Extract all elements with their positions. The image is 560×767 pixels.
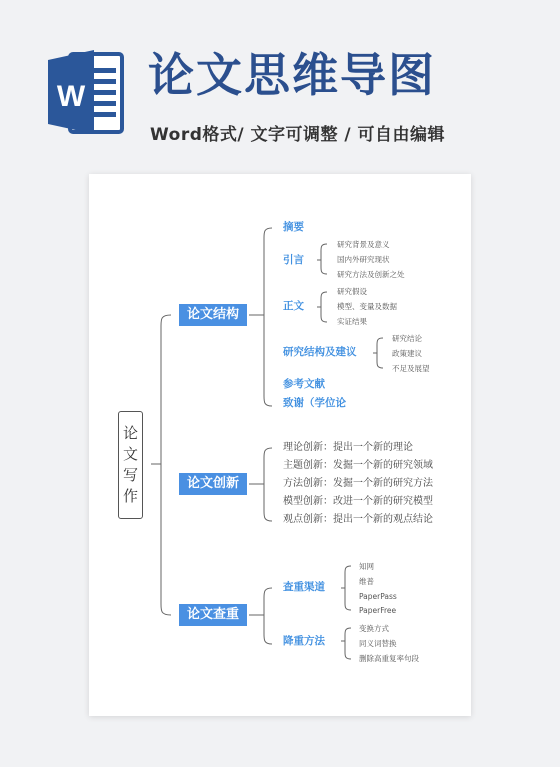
structure-item-body: 正文 bbox=[283, 300, 304, 312]
method-item: 同义词替换 bbox=[359, 639, 397, 648]
branch-duplicate-check: 论文查重 bbox=[179, 604, 247, 626]
innovation-item: 理论创新：提出一个新的理论 bbox=[283, 442, 413, 453]
structure-bracket bbox=[264, 228, 272, 406]
intro-child: 国内外研究现状 bbox=[337, 255, 390, 264]
structure-item-conclusions: 研究结构及建议 bbox=[283, 346, 357, 358]
mindmap-document bbox=[89, 174, 471, 716]
method-item: 变换方式 bbox=[359, 624, 389, 633]
channel-item: PaperPass bbox=[359, 592, 397, 601]
root-char: 文 bbox=[122, 445, 138, 463]
structure-item-references: 参考文献 bbox=[283, 378, 325, 390]
innovation-item: 观点创新：提出一个新的观点结论 bbox=[283, 514, 433, 525]
root-char: 作 bbox=[122, 487, 138, 505]
page-subtitle: Word格式/ 文字可调整 / 可自由编辑 bbox=[150, 125, 446, 145]
innovation-bracket bbox=[264, 448, 272, 521]
mindmap-connectors bbox=[89, 174, 471, 716]
root-char: 论 bbox=[122, 424, 138, 442]
root-bracket bbox=[161, 315, 171, 615]
innovation-item: 主题创新：发掘一个新的研究领域 bbox=[283, 460, 433, 471]
channel-item: PaperFree bbox=[359, 606, 397, 615]
conclusions-child: 政策建议 bbox=[392, 349, 422, 358]
intro-child: 研究背景及意义 bbox=[337, 240, 390, 249]
page-title: 论文思维导图 bbox=[148, 48, 436, 102]
structure-item-abstract: 摘要 bbox=[283, 221, 304, 233]
body-child: 实证结果 bbox=[337, 317, 367, 326]
duplicate-check-bracket bbox=[264, 588, 272, 644]
intro-child: 研究方法及创新之处 bbox=[337, 270, 405, 279]
innovation-item: 模型创新：改进一个新的研究模型 bbox=[283, 496, 433, 507]
channel-item: 知网 bbox=[359, 562, 374, 571]
channel-item: 维普 bbox=[359, 577, 374, 586]
innovation-item: 方法创新：发掘一个新的研究方法 bbox=[283, 478, 433, 489]
duplicate-check-channels: 查重渠道 bbox=[283, 581, 325, 593]
body-child: 模型、变量及数据 bbox=[337, 302, 397, 311]
body-child: 研究假设 bbox=[337, 287, 367, 296]
root-char: 写 bbox=[122, 466, 138, 484]
method-item: 删除高重复率句段 bbox=[359, 654, 419, 663]
structure-item-intro: 引言 bbox=[283, 254, 304, 266]
word-logo-icon bbox=[44, 46, 126, 138]
conclusions-child: 不足及展望 bbox=[392, 364, 430, 373]
conclusions-child: 研究结论 bbox=[392, 334, 422, 343]
duplicate-reduction-methods: 降重方法 bbox=[283, 635, 325, 647]
branch-structure: 论文结构 bbox=[179, 304, 247, 326]
branch-innovation: 论文创新 bbox=[179, 473, 247, 495]
structure-item-acknowledgements: 致谢（学位论 bbox=[283, 397, 346, 409]
logo-letter: W bbox=[56, 80, 86, 113]
root-node bbox=[118, 411, 143, 519]
